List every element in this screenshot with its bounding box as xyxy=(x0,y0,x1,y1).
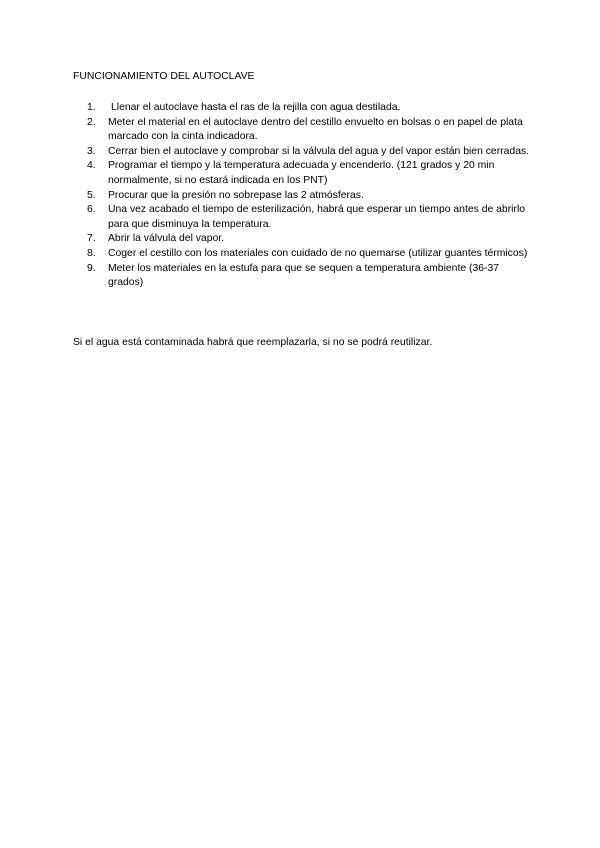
step-text: Cerrar bien el autoclave y comprobar si la válvula del agua y del vapor están bien cerradas. xyxy=(108,145,530,157)
step-number: 1. xyxy=(87,102,96,113)
closing-note: Si el agua está contaminada habrá que reemplazarla, si no se podrá reutilizar. xyxy=(73,337,433,348)
step-number: 2. xyxy=(87,116,96,128)
step-number: 5. xyxy=(87,189,96,201)
step-number: 9. xyxy=(87,262,96,274)
step-number: 4. xyxy=(87,160,96,172)
step-text: Procurar que la presión no sobrepase las 2 atmósferas. xyxy=(108,189,364,201)
list-item xyxy=(73,159,533,188)
list-item xyxy=(73,203,533,232)
step-text: Llenar el autoclave hasta el ras de la rejilla con agua destilada. xyxy=(111,102,401,113)
step-text: Una vez acabado el tiempo de esterilización, habrá que esperar un tiempo antes de abrirlo para que disminuya la temperatura. xyxy=(108,204,526,230)
list-item xyxy=(73,232,533,247)
steps-list xyxy=(73,101,533,291)
step-number: 7. xyxy=(87,233,96,245)
step-number: 3. xyxy=(87,145,96,157)
step-text: Meter el material en el autoclave dentro del cestillo envuelto en bolsas o en papel de plata marcado con la cinta indicadora. xyxy=(108,116,523,143)
step-text: Coger el cestillo con los materiales con cuidado de no quemarse (utilizar guantes térmicos) xyxy=(108,247,528,259)
step-text: Abrir la válvula del vapor. xyxy=(108,233,225,245)
list-item xyxy=(73,116,533,145)
list-item xyxy=(73,189,533,204)
step-text: Meter los materiales en la estufa para que se sequen a temperatura ambiente (36-37 grados) xyxy=(108,262,500,289)
list-item xyxy=(73,101,533,116)
step-text: Programar el tiempo y la temperatura adecuada y encenderlo. (121 grados y 20 min normalmente, si no estará indicada en los PNT) xyxy=(108,160,495,186)
list-item xyxy=(73,262,533,291)
list-item xyxy=(73,145,533,160)
step-number: 6. xyxy=(87,204,96,216)
step-number: 8. xyxy=(87,247,96,259)
list-item xyxy=(73,247,533,262)
document-title: FUNCIONAMIENTO DEL AUTOCLAVE xyxy=(73,71,255,82)
